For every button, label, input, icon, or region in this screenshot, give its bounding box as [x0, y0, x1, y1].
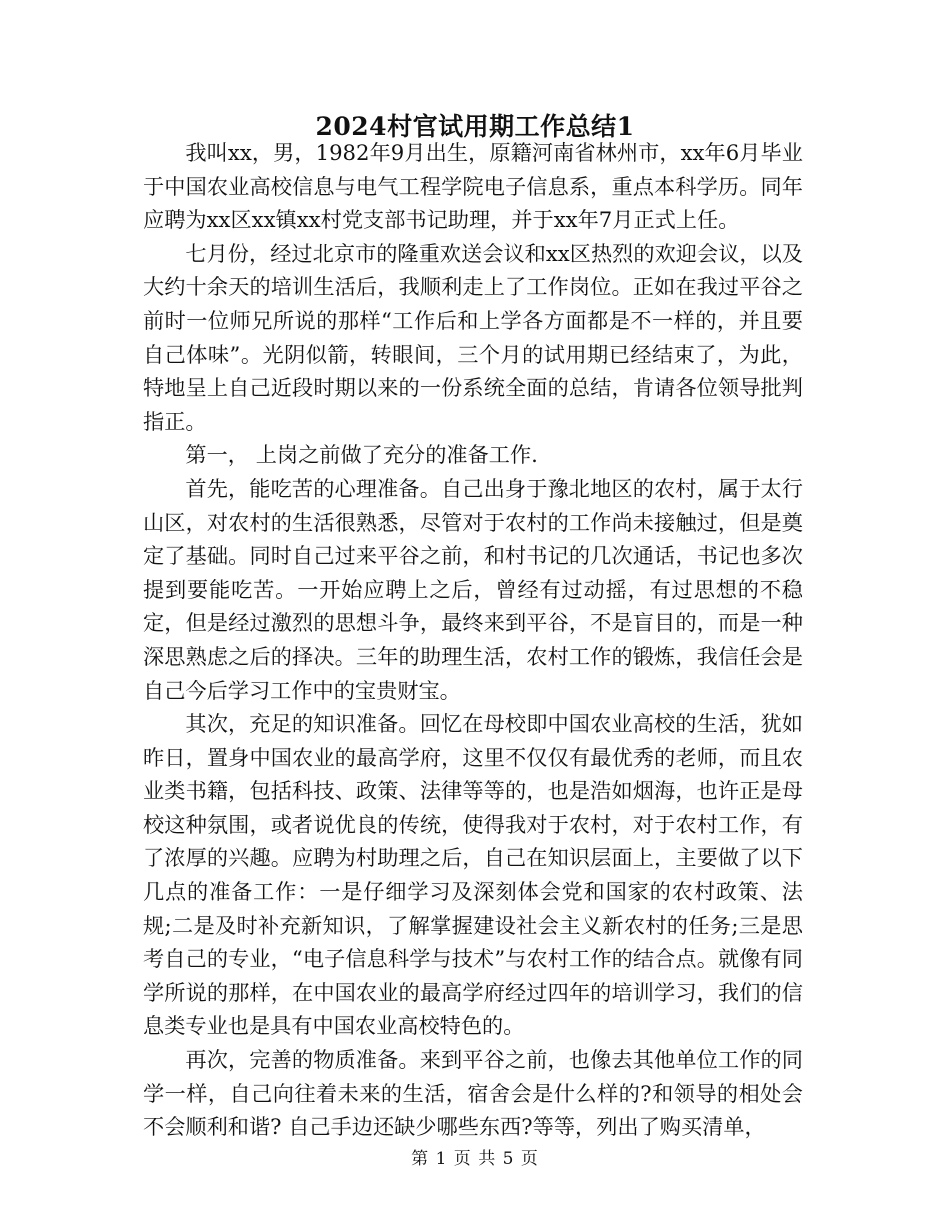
paragraph-intro: 我叫xx，男，1982年9月出生，原籍河南省林州市，xx年6月毕业于中国农业高校信息与电气工程学院电子信息系，重点本科学历。同年应聘为xx区xx镇xx村党支部书记助理，并于xx年7月正式上任。 — [143, 140, 803, 233]
paragraph-knowledge-preparation: 其次，充足的知识准备。回忆在母校即中国农业高校的生活，犹如昨日，置身中国农业的最高学府，这里不仅仅有最优秀的老师，而且农业类书籍，包括科技、政策、法律等等的，也是浩如烟海，也许正是母校这种氛围，或者说优良的传统，使得我对于农村，对于农村工作，有了浓厚的兴趣。应聘为村助理之后，自己在知识层面上，主要做了以下几点的准备工作：一是仔细学习及深刻体会党和国家的农村政策、法规;二是及时补充新知识，了解掌握建设社会主义新农村的任务;三是思考自己的专业，“电子信息科学与技术”与农村工作的结合点。就像有同学所说的那样，在中国农业的最高学府经过四年的培训学习，我们的信息类专业也是具有中国农业高校特色的。 — [143, 711, 803, 1039]
document-body — [143, 136, 803, 1144]
paragraph-mental-preparation: 首先，能吃苦的心理准备。自己出身于豫北地区的农村，属于太行山区，对农村的生活很熟悉，尽管对于农村的工作尚未接触过，但是奠定了基础。同时自己过来平谷之前，和村书记的几次通话，书记也多次提到要能吃苦。一开始应聘上之后，曾经有过动摇，有过思想的不稳定，但是经过激烈的思想斗争，最终来到平谷，不是盲目的，而是一种深思熟虑之后的择决。三年的助理生活，农村工作的锻炼，我信任会是自己今后学习工作中的宝贵财宝。 — [143, 475, 803, 703]
section-heading-first: 第一， 上岗之前做了充分的准备工作. — [185, 442, 538, 468]
page-footer: 第 1 页 共 5 页 — [411, 1149, 539, 1169]
document-title: 2024村官试用期工作总结1 — [315, 112, 635, 141]
paragraph-july: 七月份，经过北京市的隆重欢送会议和xx区热烈的欢迎会议，以及大约十余天的培训生活后，我顺利走上了工作岗位。正如在我过平谷之前时一位师兄所说的那样“工作后和上学各方面都是不一样的，并且要自己体味”。光阴似箭，转眼间，三个月的试用期已经结束了，为此，特地呈上自己近段时期以来的一份系统全面的总结，肯请各位领导批判指正。 — [143, 240, 803, 434]
paragraph-material-preparation: 再次，完善的物质准备。来到平谷之前，也像去其他单位工作的同学一样，自己向往着未来的生活，宿舍会是什么样的?和领导的相处会不会顺利和谐? 自己手边还缺少哪些东西?等等，列出了购买清单， — [143, 1047, 803, 1140]
